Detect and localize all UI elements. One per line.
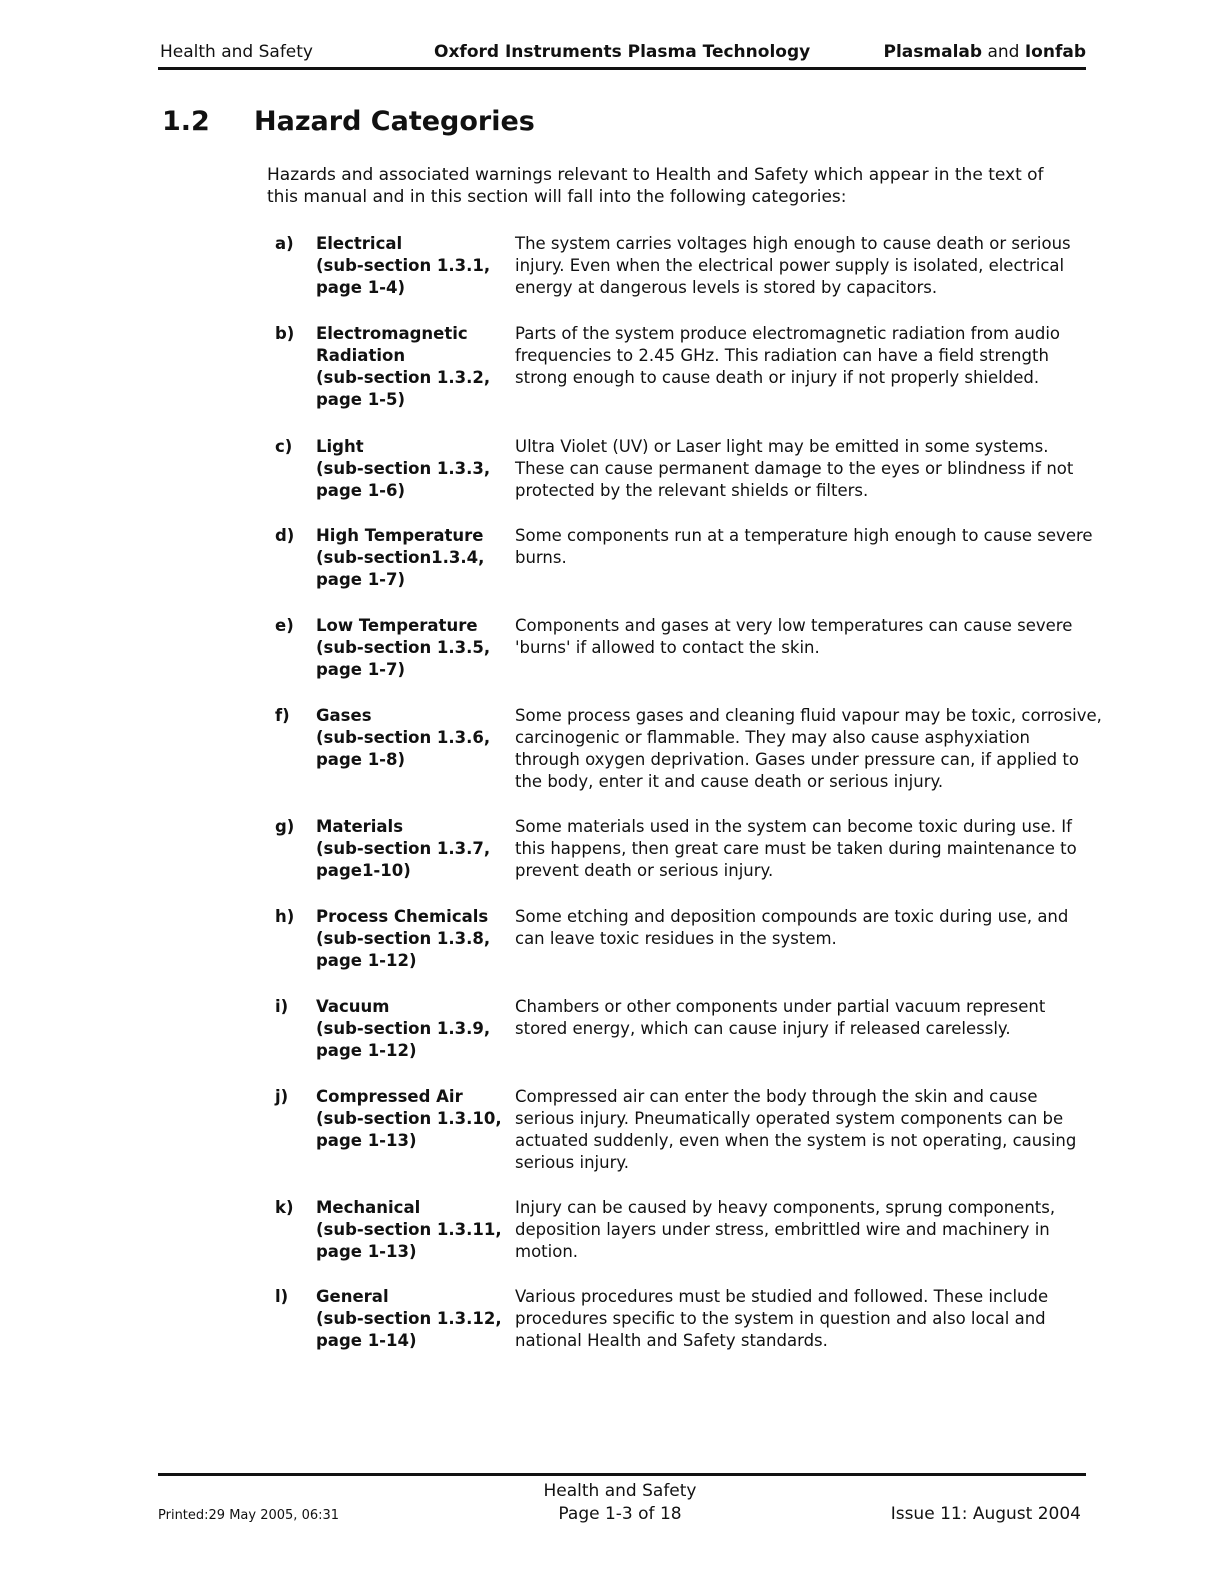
item-description-line: Chambers or other components under partial vacuum represent	[515, 997, 1046, 1016]
item-description-line: Compressed air can enter the body through the skin and cause	[515, 1087, 1038, 1106]
item-description-line: Components and gases at very low temperatures can cause severe	[515, 616, 1073, 635]
item-label-line: Materials	[316, 817, 404, 836]
item-label-line: page 1-5)	[316, 390, 406, 409]
item-label	[316, 1086, 502, 1152]
item-description-line: Ultra Violet (UV) or Laser light may be emitted in some systems.	[515, 437, 1049, 456]
item-label-line: Radiation	[316, 346, 406, 365]
item-label-line: (sub-section 1.3.12,	[316, 1309, 502, 1328]
item-description-line: serious injury. Pneumatically operated system components can be	[515, 1109, 1064, 1128]
item-letter: c)	[275, 437, 293, 456]
item-label-line: (sub-section 1.3.6,	[316, 728, 491, 747]
item-label-line: page 1-12)	[316, 1041, 417, 1060]
item-description	[515, 233, 1071, 299]
item-description	[515, 996, 1045, 1040]
item-letter: a)	[275, 234, 294, 253]
item-description-line: can leave toxic residues in the system.	[515, 929, 837, 948]
item-letter: i)	[275, 997, 289, 1016]
item-label-line: Compressed Air	[316, 1087, 463, 1106]
item-label-line: page 1-13)	[316, 1242, 417, 1261]
item-description-line: Some etching and deposition compounds are toxic during use, and	[515, 907, 1069, 926]
item-label-line: (sub-section 1.3.8,	[316, 929, 491, 948]
item-letter: j)	[275, 1087, 289, 1106]
intro-line: Hazards and associated warnings relevant to Health and Safety which appear in the text of	[267, 165, 1044, 185]
item-letter: l)	[275, 1287, 289, 1306]
item-description-line: Some components run at a temperature high enough to cause severe	[515, 526, 1093, 545]
item-description-line: These can cause permanent damage to the eyes or blindness if not	[515, 459, 1074, 478]
item-label-line: Vacuum	[316, 997, 390, 1016]
item-label-line: page 1-14)	[316, 1331, 417, 1350]
item-label-line: Mechanical	[316, 1198, 421, 1217]
item-label-line: (sub-section 1.3.9,	[316, 1019, 491, 1038]
item-description-line: deposition layers under stress, embrittled wire and machinery in	[515, 1220, 1050, 1239]
item-letter: b)	[275, 324, 295, 343]
header-company: Oxford Instruments Plasma Technology	[434, 42, 811, 62]
item-description	[515, 1286, 1048, 1352]
item-label-line: Light	[316, 437, 364, 456]
item-label-line: page 1-13)	[316, 1131, 417, 1150]
item-label	[316, 906, 490, 972]
header-section-name: Health and Safety	[160, 42, 313, 62]
item-description	[515, 816, 1077, 882]
item-label	[316, 705, 490, 771]
item-label-line: (sub-section 1.3.11,	[316, 1220, 502, 1239]
item-description-line: Some materials used in the system can become toxic during use. If	[515, 817, 1072, 836]
item-label	[316, 436, 490, 502]
item-letter: h)	[275, 907, 295, 926]
item-description	[515, 525, 1093, 569]
item-letter: e)	[275, 616, 294, 635]
page-number: Page 1-3 of 18	[558, 1504, 682, 1524]
section-title: Hazard Categories	[254, 106, 535, 137]
item-description-line: injury. Even when the electrical power supply is isolated, electrical	[515, 256, 1065, 275]
item-description-line: actuated suddenly, even when the system is not operating, causing	[515, 1131, 1077, 1150]
item-description-line: energy at dangerous levels is stored by capacitors.	[515, 278, 938, 297]
item-description-line: protected by the relevant shields or filters.	[515, 481, 869, 500]
header-product-2: and	[982, 42, 1025, 62]
item-description-line: 'burns' if allowed to contact the skin.	[515, 638, 820, 657]
item-description-line: carcinogenic or flammable. They may also cause asphyxiation	[515, 728, 1031, 747]
item-description-line: the body, enter it and cause death or serious injury.	[515, 772, 944, 791]
item-label	[316, 816, 490, 882]
item-label-line: Process Chemicals	[316, 907, 489, 926]
item-description-line: Injury can be caused by heavy components, sprung components,	[515, 1198, 1056, 1217]
item-description-line: Some process gases and cleaning fluid vapour may be toxic, corrosive,	[515, 706, 1102, 725]
item-description-line: strong enough to cause death or injury if not properly shielded.	[515, 368, 1040, 387]
item-description	[515, 615, 1072, 659]
item-letter: d)	[275, 526, 295, 545]
item-label-line: General	[316, 1287, 389, 1306]
footer-section: Health and Safety	[543, 1481, 697, 1501]
item-label-line: (sub-section 1.3.10,	[316, 1109, 502, 1128]
item-label-line: page 1-8)	[316, 750, 406, 769]
item-description	[515, 906, 1068, 950]
item-letter: g)	[275, 817, 295, 836]
item-description-line: serious injury.	[515, 1153, 630, 1172]
item-label-line: page 1-7)	[316, 570, 406, 589]
intro-line: this manual and in this section will fall into the following categories:	[267, 187, 847, 207]
item-label-line: Low Temperature	[316, 616, 478, 635]
item-description-line: this happens, then great care must be taken during maintenance to	[515, 839, 1077, 858]
item-description-line: through oxygen deprivation. Gases under pressure can, if applied to	[515, 750, 1079, 769]
item-description-line: prevent death or serious injury.	[515, 861, 774, 880]
header-rule	[158, 67, 1086, 70]
section-number: 1.2	[162, 106, 210, 137]
item-description-line: frequencies to 2.45 GHz. This radiation can have a field strength	[515, 346, 1049, 365]
item-label-line: Electromagnetic	[316, 324, 468, 343]
item-label	[316, 615, 490, 681]
item-label	[316, 525, 484, 591]
item-label	[316, 323, 490, 411]
item-label-line: (sub-section 1.3.2,	[316, 368, 491, 387]
item-label-line: High Temperature	[316, 526, 484, 545]
item-label-line: (sub-section 1.3.1,	[316, 256, 491, 275]
header-product	[884, 42, 1086, 62]
item-label	[316, 996, 490, 1062]
item-label-line: (sub-section 1.3.7,	[316, 839, 491, 858]
item-description-line: stored energy, which can cause injury if released carelessly.	[515, 1019, 1011, 1038]
intro-paragraph	[267, 164, 1044, 208]
header-product-1: Plasmalab	[883, 42, 983, 62]
item-description-line: national Health and Safety standards.	[515, 1331, 828, 1350]
item-label-line: (sub-section 1.3.3,	[316, 459, 491, 478]
item-label-line: (sub-section1.3.4,	[316, 548, 485, 567]
item-label-line: page1-10)	[316, 861, 411, 880]
item-description	[515, 1197, 1055, 1263]
item-description-line: motion.	[515, 1242, 579, 1261]
item-label	[316, 1286, 502, 1352]
item-description-line: burns.	[515, 548, 567, 567]
item-label-line: Gases	[316, 706, 372, 725]
item-label-line: (sub-section 1.3.5,	[316, 638, 491, 657]
item-description	[515, 1086, 1076, 1174]
item-description-line: Parts of the system produce electromagnetic radiation from audio	[515, 324, 1061, 343]
issue-info: Issue 11: August 2004	[890, 1504, 1081, 1524]
item-letter: k)	[275, 1198, 294, 1217]
footer-rule	[158, 1473, 1086, 1476]
item-label-line: page 1-6)	[316, 481, 406, 500]
item-label	[316, 1197, 502, 1263]
item-label-line: page 1-12)	[316, 951, 417, 970]
header-product-3: Ionfab	[1024, 42, 1086, 62]
item-description	[515, 436, 1073, 502]
item-description	[515, 323, 1060, 389]
item-letter: f)	[275, 706, 290, 725]
item-label-line: page 1-4)	[316, 278, 406, 297]
item-label-line: page 1-7)	[316, 660, 406, 679]
item-label	[316, 233, 490, 299]
item-description-line: Various procedures must be studied and followed. These include	[515, 1287, 1049, 1306]
item-description-line: The system carries voltages high enough to cause death or serious	[515, 234, 1071, 253]
item-label-line: Electrical	[316, 234, 403, 253]
item-description-line: procedures specific to the system in question and also local and	[515, 1309, 1046, 1328]
printed-date: Printed:29 May 2005, 06:31	[158, 1508, 340, 1523]
item-description	[515, 705, 1102, 793]
